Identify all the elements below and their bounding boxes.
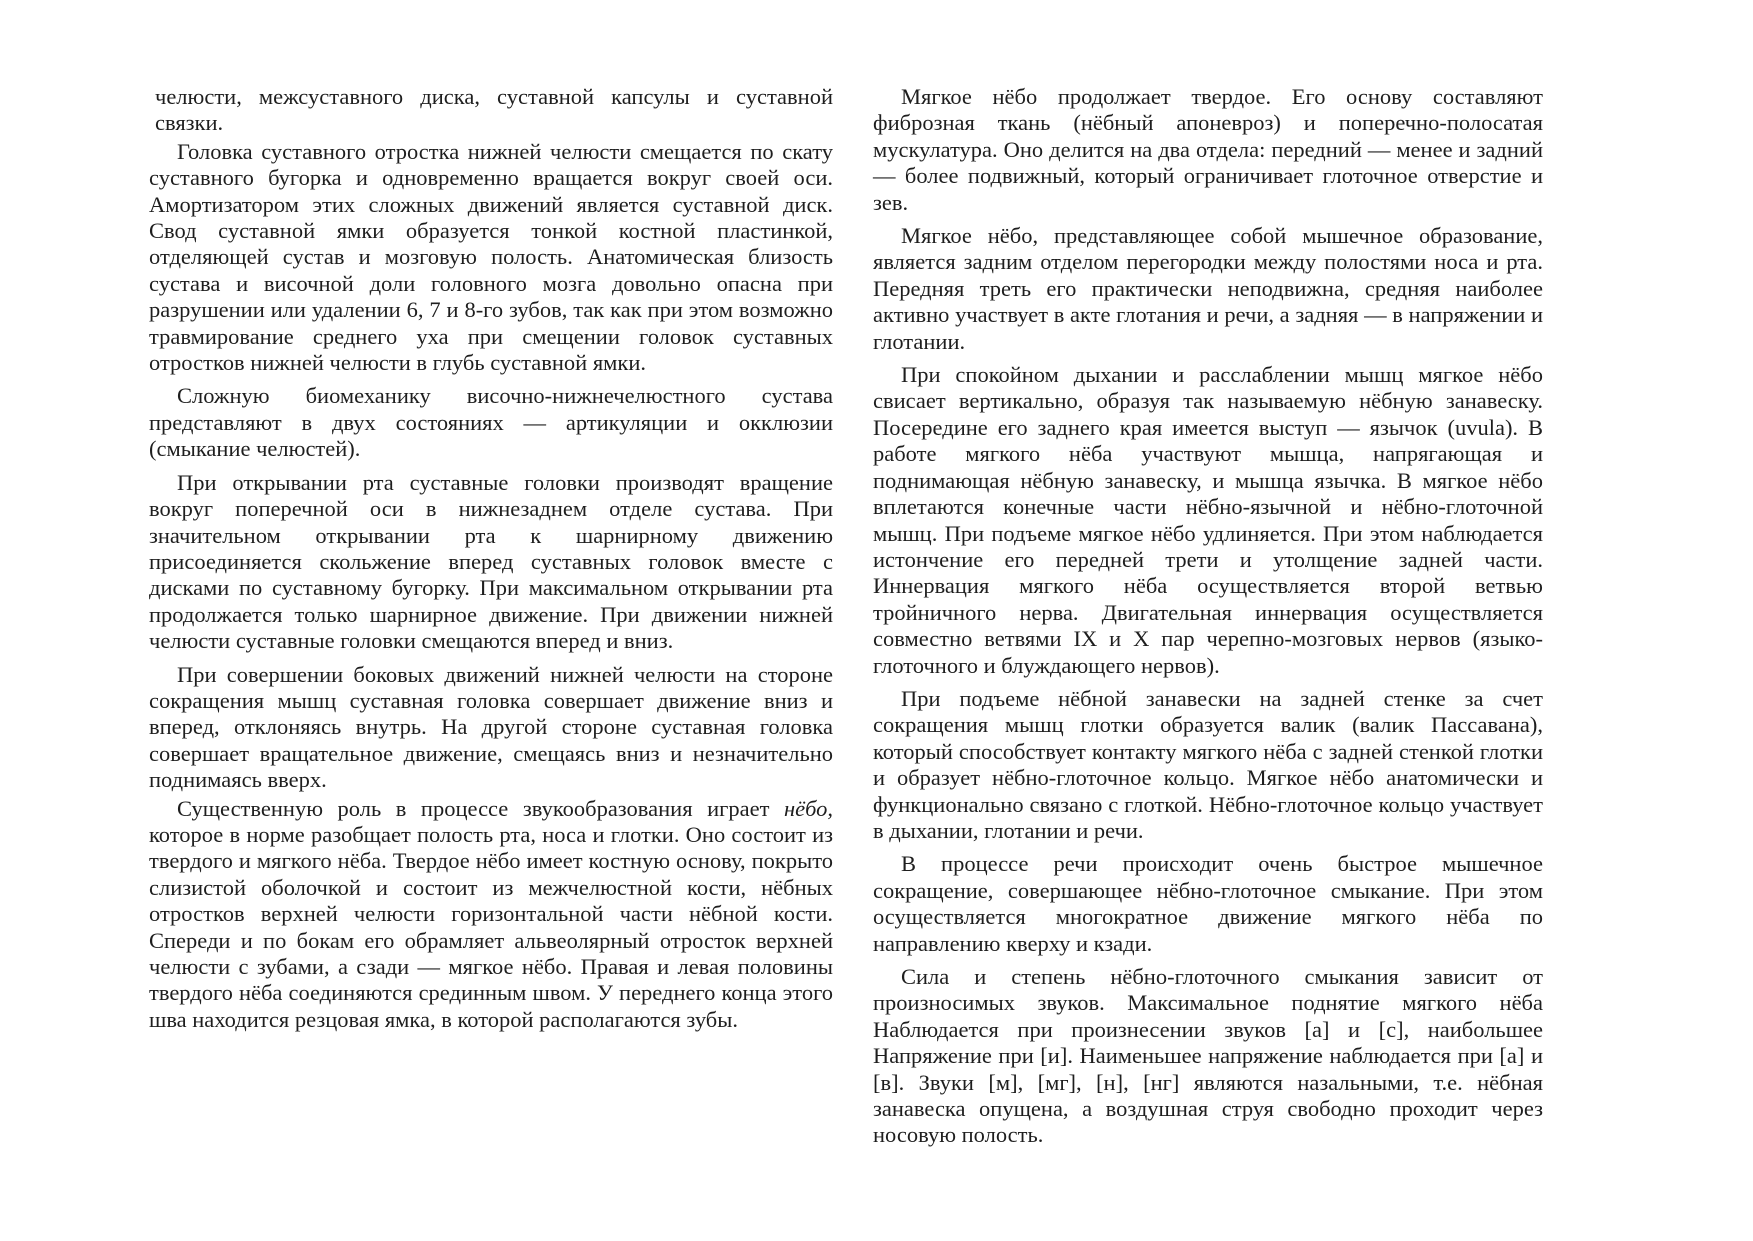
palate-text-before: Существенную роль в процессе звукообразования играет [177, 795, 770, 821]
paragraph-velum: При спокойном дыхании и расслаблении мышц мягкое нёбо свисает вертикально, образуя так называемую нёбную занавеску. Посередине его заднего края имеется выступ — язычок (uvula). В работе мягкого нёба участвуют мышца, напрягающая и поднимающая нёбную занавеску, и мышца язычка. В мягкое нёбо вплетаются конечные части нёбно-язычной и нёбно-глоточной мышц. При подъеме мягкое нёбо удлиняется. При этом наблюдается истончение его передней трети и утолщение задней части. Иннервация мягкого нёба осуществляется второй ветвью тройничного нерва. Двигательная иннервация осуществляется совместно ветвями IX и X пар черепно-мозговых нервов (языко-глоточного и блуждающего нервов). [873, 362, 1543, 678]
left-text-column [149, 84, 833, 1040]
paragraph-soft-palate-structure: Мягкое нёбо, представляющее собой мышечное образование, является задним отделом перегородки между полостями носа и рта. Передняя треть его практически неподвижна, средняя наиболее активно участвует в акте глотания и речи, а задняя — в напряжении и глотании. [873, 223, 1543, 354]
right-text-column [873, 84, 1543, 1156]
paragraph-biomechanics: Сложную биомеханику височно-нижнечелюстного сустава представляют в двух состояниях — артикуляции и окклюзии (смыкание челюстей). [149, 383, 833, 462]
palate-text-after: которое в норме разобщает полость рта, носа и глотки. Оно состоит из твердого и мягкого нёба. Твердое нёбо имеет костную основу, покрыто слизистой оболочкой и состоит из межчелюстной кости, нёбных отростков верхней челюсти горизонтальной части нёбной кости. Спереди и по бокам его обрамляет альвеолярный отросток верхней челюсти с зубами, а сзади — мягкое нёбо. Правая и левая половины твердого нёба соединяются срединным швом. У переднего конца этого шва находится резцовая ямка, в которой располагаются зубы. [149, 821, 833, 1032]
paragraph-mouth-opening: При открывании рта суставные головки производят вращение вокруг поперечной оси в нижнезаднем отделе сустава. При значительном открывании рта к шарнирному движению присоединяется скольжение вперед суставных головок вместе с дисками по суставному бугорку. При максимальном открывании рта продолжается только шарнирное движение. При движении нижней челюсти суставные головки смещаются вперед и вниз. [149, 469, 833, 654]
paragraph-speech-closure: В процессе речи происходит очень быстрое мышечное сокращение, совершающее нёбно-глоточное смыкание. При этом осуществляется многократное движение мягкого нёба по направлению кверху и кзади. [873, 851, 1543, 956]
paragraph-passavant-ridge: При подъеме нёбной занавески на задней стенке за счет сокращения мышц глотки образуется валик (валик Пассавана), который способствует контакту мягкого нёба с задней стенкой глотки и образует нёбно-глоточное кольцо. Мягкое нёбо анатомически и функционально связано с глоткой. Нёбно-глоточное кольцо участвует в дыхании, глотании и речи. [873, 685, 1543, 843]
paragraph-condylar-head: Головка суставного отростка нижней челюсти смещается по скату суставного бугорка и одновременно вращается вокруг своей оси. Амортизатором этих сложных движений является суставной диск. Свод суставной ямки образуется тонкой костной пластинкой, отделяющей сустав и мозговую полость. Анатомическая близость сустава и височной доли головного мозга довольно опасна при разрушении или удалении 6, 7 и 8-го зубов, так как при этом возможно травмирование среднего уха при смещении головок суставных отростков нижней челюсти в глубь суставной ямки. [149, 138, 833, 376]
paragraph-continuation: челюсти, межсуставного диска, суставной капсулы и суставной связки. [155, 84, 833, 136]
paragraph-lateral-movements: При совершении боковых движений нижней челюсти на стороне сокращения мышц суставная головка совершает движение вниз и вперед, отклоняясь внутрь. На другой стороне суставная головка совершает вращательное движение, смещаясь вниз и незначительно поднимаясь вверх. [149, 661, 833, 793]
paragraph-closure-strength: Сила и степень нёбно-глоточного смыкания зависит от произносимых звуков. Максимальное поднятие мягкого нёба Наблюдается при произнесении звуков [а] и [с], наибольшее Напряжение при [и]. Наименьшее напряжение наблюдается при [а] и [в]. Звуки [м], [мᴦ], [н], [нᴦ] являются назальными, т.е. нёбная занавеска опущена, а воздушная струя свободно проходит через носовую полость. [873, 964, 1543, 1148]
palate-emphasis: нёбо, [783, 795, 834, 821]
paragraph-soft-palate: Мягкое нёбо продолжает твердое. Его основу составляют фиброзная ткань (нёбный апоневроз) и поперечно-полосатая мускулатура. Оно делится на два отдела: передний — менее и задний — более подвижный, который ограничивает глоточное отверстие и зев. [873, 84, 1543, 215]
paragraph-palate [149, 796, 833, 1034]
